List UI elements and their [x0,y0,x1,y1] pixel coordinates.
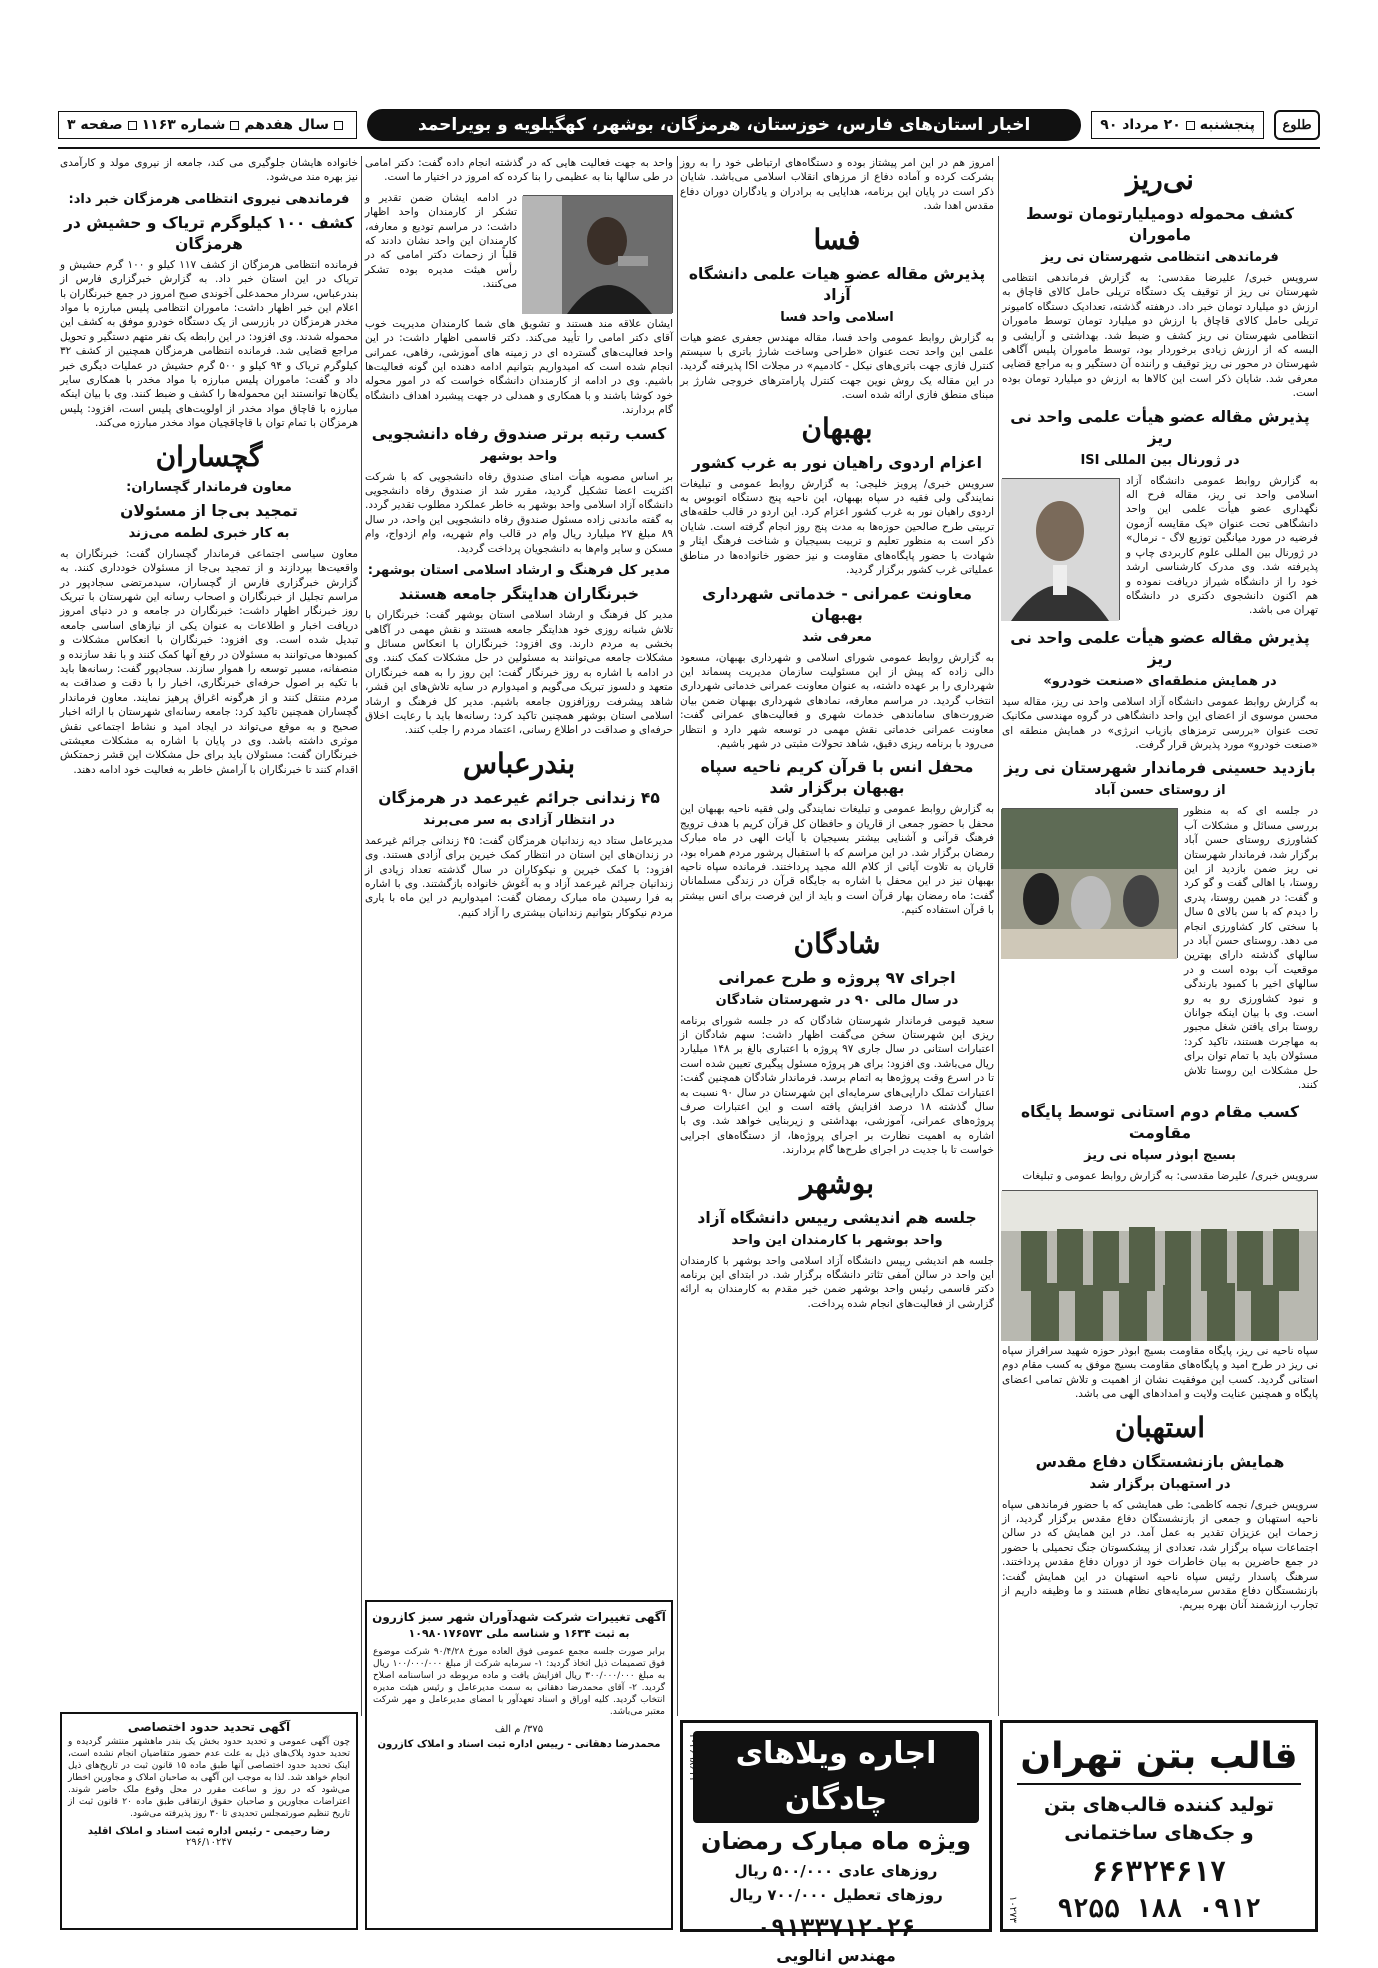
headline: ۴۵ زندانی جرائم غیرعمد در هرمزگان [378,788,660,807]
section-title-bushehr: بوشهر [799,1166,875,1200]
group-photo [1002,1190,1318,1340]
ad-boundary-notice [60,1712,358,1930]
ad-code: ۱۰۲۷۳ [1007,1896,1018,1923]
ad-code: ۲۹۶/۱۰۲۴۷ [185,1837,233,1848]
headline: تمجید بی‌جا از مسئولان [120,501,298,520]
article-body: مدیرعامل ستاد دیه زندانیان هرمزگان گفت: ۴۵ زندانی جرائم غیرعمد در زندان‌های این استان در انتظار کمک خیرین برای آزادی هستند. وی افزود: با کمک خیرین و نیکوکاران در سال گذشته تعداد زیادی از زندانیان جرائم غیرعمد آزاد و به آغوش خانواده بازگشتند. وی با اشاره به فرا رسیدن ماه مبارک رمضان گفت: امیدواریم در این ماه با یاری مردم نیکوکار بتوانیم زندانیان بیشتری را آزاد کنیم. [365,834,673,919]
separator-icon [128,121,137,130]
headline: همایش بازنشستگان دفاع مقدس [1035,1452,1285,1471]
article-lead: سرویس خبری/ علیرضا مقدسی: به گزارش روابط عمومی و تبلیغات [1022,1170,1318,1183]
ad-code: ۳۷۵/ م الف [494,1724,544,1735]
section-title-shadegan: شادگان [793,926,881,960]
headline: کشف ۱۰۰ کیلوگرم تریاک و حشیش در هرمزگان [63,213,355,253]
column-neyriz [1002,156,1318,1716]
article-lead: فرماندهی نیروی انتظامی هرمزگان خبر داد: [68,191,350,207]
headline: معاونت عمرانی - خدماتی شهرداری بهبهان [701,584,973,624]
ad-chadegan-villas [680,1720,992,1965]
headline: جلسه هم اندیشی رییس دانشگاه آزاد [697,1208,977,1227]
article-body: به گزارش روابط عمومی واحد فسا، مقاله مهندس جعفری عضو هیات علمی این واحد تحت عنوان «طراحی وساخت شارژ باتری با سیستم کنترل فازی جهت باتری‌های نیکل - کادمیم» در مجلات ISI پذیرفته گردید. در این مقاله یک روش نوین جهت کنترل پارامترهای خروجی شارژ بر مبنای منطق فازی ارائه شده است. [680,331,994,402]
article-body: خانواده هایشان جلوگیری می کند، جامعه از نیروی مولد و کارآمدی نیز بهره مند می‌شود. [60,157,358,184]
headline: کسب رتبه برتر صندوق رفاه دانشجویی [371,424,667,443]
subheadline: در سال مالی ۹۰ در شهرستان شادگان [715,992,959,1008]
portrait-photo [1002,478,1120,620]
column-divider [677,156,678,1716]
article-body: در جلسه ای که به منظور بررسی مسائل و مشکلات آب کشاورزی روستای حسن آباد برگزار شد، فرماندار شهرستان نی ریز ضمن بازدید از این روستا، با اهالی گفت و گو کرد و گفت: در همین روستا، پدری را دیدم که با سن بالای ۵ سال با سختی کار کشاورزی انجام می دهد. روستای حسن آباد در سالهای گذشته دارای بهترین موقعیت آب بوده است و در سالهای اخیر با کمبود بارندگی و نبود کشاورزی رو به رو است. وی با بیان اینکه جوانان روستا برای یافتن شغل مجبور به مهاجرت هستند، تاکید کرد: مسئولان باید با تمام توان برای حل مشکلات این روستا تلاش کنند. [1184,805,1318,1092]
date-year: ۹۰ [1100,117,1118,133]
column-divider [361,156,362,1716]
article-body: فرمانده انتظامی هرمزگان از کشف ۱۱۷ کیلو و ۱۰۰ گرم حشیش و تریاک در این استان خبر داد. به گزارش خبرگزاری فارس از بندرعباس، سردار محمدعلی آخوندی صبح امروز در جمع خبرنگاران با اعلام این خبر اظهار داشت: ماموران انتظامی پلیس مبارزه با مواد مخدر هرمزگان در بازرسی از یک دستگاه خودرو موفق به کشف این محموله شدند. وی افزود: در این رابطه یک نفر متهم دستگیر و تحویل مراجع قضایی شد. فرمانده انتظامی هرمزگان همچنین از کشف ۳۲ کیلوگرم تریاک و ۹۴ کیلو و ۵۰۰ گرم حشیش در عملیات دیگری خبر داد و گفت: ماموران پلیس مبارزه با مواد مخدر با همکاری سایر یگان‌ها توانستند این محموله‌ها را کشف و ضبط کنند. وی با بیان اینکه مبارزه با قاچاق مواد مخدر از اولویت‌های پلیس است، افزود: پلیس هرمزگان با تمام توان با قاچاقچیان مواد مخدر مبارزه می‌کند. [60,258,359,430]
portrait-image [1001,479,1119,621]
subheadline: فرماندهی انتظامی شهرستان نی ریز [1041,250,1279,265]
headline: اجرای ۹۷ پروژه و طرح عمرانی [718,968,956,987]
ad-title: آگهی تغییرات شرکت شهدآوران شهر سبز کازرون [372,1610,666,1624]
headline: محفل انس با قرآن کریم ناحیه سپاه بهبهان برگزار شد [700,758,974,798]
ad-subtitle: به ثبت ۱۶۳۴ و شناسه ملی ۱۰۹۸۰۱۷۶۵۷۳ [408,1627,630,1640]
ad-tehran-concrete-mold [1000,1720,1318,1932]
section-title-gachsaran: گچساران [155,439,263,473]
speaker-image [522,196,672,314]
subheadline: در استهبان برگزار شد [1089,1476,1231,1492]
ad-body: چون آگهی عمومی و تحدید حدود بخش یک بندر ماهشهر منتشر گردیده و تحدید حدود پلاک‌های ذیل به علت عدم حضور متقاضیان انجام نشده است، اینک تحدید حدود اختصاصی آنها طبق ماده ۱۵ قانون ثبت در تاریخ‌های ذیل انجام خواهد شد. لذا به موجب این آگهی به صاحبان املاک و مجاورین اخطار می‌شود که در روز و ساعت مقرر در محل وقوع ملک حاضر شوند. اعتراضات مجاورین و صاحبان حقوق ارتفاقی طبق ماده ۲۰ قانون ثبت از تاریخ تنظیم صورتمجلس تحدیدی تا ۳۰ روز پذیرفته می‌شود. [68,1737,351,1819]
article-body: ایشان علاقه مند هستند و تشویق های شما کارمندان مدیریت خوب آقای دکتر امامی را تأیید می‌کند. دکتر قاسمی اظهار داشت: در این واحد فعالیت‌های گسترده ای در زمینه های آموزشی، رفاهی، عمرانی انجام شده است که امیدواریم بتوانیم ادامه دهنده این گونه فعالیت‌ها باشیم. وی در ادامه از کارمندان دانشگاه خواست که در امور محوله خود کوشا باشند و با همکاری و همدلی در جهت پیشبرد اهداف دانشگاه گام بردارند. [365,317,673,417]
ad-footer: رضا رحیمی - رئیس اداره ثبت اسناد و املاک اقلید [87,1826,331,1837]
headline: پذیرش مقاله عضو هیأت علمی واحد نی ریز [1010,407,1310,447]
page-header [58,108,1320,142]
column-hormozgan-gachsaran [60,156,358,1704]
article-body: سرویس خبری/ علیرضا مقدسی: به گزارش فرماندهی انتظامی شهرستان نی ریز از توقیف یک دستگاه تریلی حامل کالای قاچاق به ارزش دو میلیارد تومان خبر داد. درهفته گذشته، تعدادیک دستگاه کامیونر تریلی حامل کالای قاچاق با ارزش دو میلیارد تومان توسط ماموران انتظامی شهرستان نی ریز کشف و ضبط شد. بهداشتی و آرایشی و البسه که از ارزش زیادی برخوردار بود، توسط ماموران پلیس آگاهی شهرستان در محور نی ریز توقیف و راننده آن دستگیر و به مراجع قضایی معرفی شد. شایان ذکر است این کالاها به ارزش دو میلیارد تومان بوده است. [1002,272,1318,400]
headline: کسب مقام دوم استانی توسط پایگاه مقاومت [1020,1103,1300,1143]
ad-line: و جک‌های ساختمانی [1064,1822,1254,1844]
article-body: بر اساس مصوبه هیأت امنای صندوق رفاه دانشجویی که با شرکت اکثریت اعضا تشکیل گردید، مقرر شد از صندوق رفاه دانشجویی دانشگاه آزاد اسلامی واحد بوشهر به خاطر عملکرد مطلوب تقدیر گردد. به گفته ماندنی زاده مسئول صندوق رفاه دانشجویی این واحد، در سال ۸۹ مبلغ ۲۷ میلیارد ریال وام در قالب وام شهریه، وام ازدواج، وام مسکن و سایر وام‌ها به دانشجویان پرداخت گردید. [365,470,673,555]
village-visit-photo [1002,808,1178,958]
ad-title: قالب بتن تهران [1017,1731,1301,1785]
header-rule [58,147,1320,149]
ad-subtitle: ویژه ماه مبارک رمضان [700,1827,971,1855]
headline: پذیرش مقاله عضو هیات علمی دانشگاه آزاد [688,264,986,304]
section-title-bandarabbas: بندرعباس [462,746,576,780]
issue-box [58,111,357,139]
article-body: به گزارش روابط عمومی دانشگاه آزاد اسلامی واحد نی ریز، مقاله سید محسن موسوی از اعضای این واحد دانشگاهی در گروه مهندسی مکانیک تحت عنوان «بررسی ترمزهای بازیاب انرژی» در همایش منطقه ای «صنعت خودرو» مورد پذیرش قرار گرفت. [1002,695,1318,751]
date-month: مرداد [1122,117,1159,133]
separator-icon [1186,121,1195,130]
headline: پذیرش مقاله عضو هیأت علمی واحد نی ریز [1010,628,1310,668]
ad-phone: ۶۶۳۲۴۶۱۷ [1091,1855,1227,1888]
subheadline: در انتظار آزادی به سر می‌برند [423,812,615,828]
ad-line: تولید کننده قالب‌های بتن [1043,1794,1275,1816]
group-image [1001,1191,1317,1341]
headline: بازدید حسینی فرماندار شهرستان نی ریز [1004,759,1316,778]
ad-company-change-notice [365,1600,673,1930]
ad-line: روزهای عادی ۵۰۰/۰۰۰ ریال [734,1862,938,1880]
section-title-estahban: استهبان [1114,1410,1206,1444]
ad-contact: مهندس انالویی [776,1946,896,1965]
ad-title: آگهی تحدید حدود اختصاصی [127,1720,291,1734]
subheadline: در همایش منطقه‌ای «صنعت خودرو» [1043,673,1277,689]
article-body: به گزارش روابط عمومی و تبلیغات نمایندگی ولی فقیه ناحیه بهبهان این محفل با حضور جمعی از قاریان و حافظان کل قرآن کریم با هدف ترویج فرهنگ قرآنی و آشنایی بیشتر بسیجیان با آیات الهی در ماه مبارک رمضان برگزار شد. در این مراسم که با استقبال پرشور مردم همراه بود، قاریان به تلاوت آیاتی از کلام الله مجید پرداختند. فرمانده سپاه ناحیه بهبهان نیز در این محفل با اشاره به جایگاه قرآن در زندگی مسلمانان گفت: ماه رمضان بهار قرآن است و باید از این فرصت برای انس بیشتر با قرآن استفاده کنیم. [680,803,994,917]
newspaper-logo: طلوع [1274,110,1320,140]
subheadline: بسیج ابوذر سپاه نی ریز [1084,1148,1236,1164]
year-label: سال هفدهم [244,117,330,133]
section-title-fasa: فسا [813,222,861,256]
ad-title: اجاره ویلاهای چادگان [693,1731,979,1823]
article-lead: مدیر کل فرهنگ و ارشاد اسلامی استان بوشهر: [367,563,671,579]
subheadline: اسلامی واحد فسا [780,309,894,325]
section-title-neyriz: نی‌ریز [1126,163,1194,196]
issue-label: شماره ۱۱۶۳ [141,117,226,133]
article-lead: معاون فرماندار گچساران: [126,479,292,495]
article-body: معاون سیاسی اجتماعی فرماندار گچساران گفت: خبرنگاران به واقعیت‌ها بپردازند و از تمجید بی‌جا از مسئولان خودداری کنند. به گزارش خبرگزاری فارس از گچساران، سیدمرتضی سجادپور در مراسم تجلیل از خبرنگاران و اصحاب رسانه این شهرستان با تبریک روز خبرنگار اظهار داشت: خبرنگاران در جامعه و در دنیای امروز دریافت اخبار و اطلاعات به عنوان یکی از نیازهای اساسی جامعه تبدیل شده است. وی افزود: خبرنگاران با انعکاس مشکلات و کمبودها می‌توانند به مسئولان در رفع آنها کمک کنند و با نقد سازنده و منصفانه، مسیر توسعه را هموار سازند. سجادپور گفت: رسانه‌ها باید با تکیه بر اصول حرفه‌ای خبرنگاری، اخبار را با دقت و صداقت به مردم منتقل کنند و از هرگونه اغراق پرهیز نمایند. معاون فرماندار گچساران همچنین تاکید کرد: جامعه رسانه‌ای شهرستان با ارائه اخبار صحیح و به موقع می‌تواند در ایجاد امید و نشاط اجتماعی نقش موثری داشته باشد. وی در پایان با اشاره به مشکلات معیشتی خبرنگاران گفت: مسئولان باید برای حل مشکلات این قشر زحمتکش اقدام کنند تا خبرنگاران با آرامش خاطر به فعالیت خود ادامه دهند. [60,547,358,776]
subheadline: به کار خبری لطمه می‌زند [128,525,290,541]
subheadline: واحد بوشهر [480,448,558,464]
column-fasa-behbahan [680,156,994,1704]
article-body: جلسه هم اندیشی رییس دانشگاه آزاد اسلامی واحد بوشهر با کارمندان این واحد در سالن آمفی تئاتر دانشگاه برگزار شد. در ابتدای این برنامه دکتر قاسمی رئیس واحد بوشهر ضمن خیر مقدم به کارمندان به ارائه گزارشی از فعالیت‌های انجام شده پرداخت. [680,1254,994,1310]
article-body: واحد به جهت فعالیت هایی که در گذشته انجام داده گفت: دکتر امامی در طی سالها بنا به عظیمی را بنا کرده که امروز در اختیار ما است. [365,157,673,184]
ad-body: برابر صورت جلسه مجمع عمومی فوق العاده مورخ ۹۰/۴/۲۸ شرکت موضوع فوق تصمیمات ذیل اتخاذ گردید: ۱- سرمایه شرکت از مبلغ ۱۰۰/۰۰۰/۰۰۰ ریال به مبلغ ۳۰۰/۰۰۰/۰۰۰ ریال افزایش یافت و ماده مربوطه در اساسنامه اصلاح گردید. ۲- آقای محمدرضا دهقانی به سمت مدیرعامل و رئیس هیئت مدیره انتخاب گردید. کلیه اوراق و اسناد تعهدآور با امضای مدیرعامل و مهر شرکت معتبر می‌باشد. [373,1647,666,1717]
article-body: امروز هم در این امر پیشتاز بوده و دستگاه‌های ارتباطی خود را به روز بشرکت کرده و آماده دفاع از مرزهای انقلاب اسلامی می‌باشد. شایان ذکر است در پایان این برنامه، هدایایی به برادران و یادگاران دوران دفاع مقدس اهدا شد. [680,157,994,213]
headline: خبرنگاران هدایتگر جامعه هستند [398,585,640,604]
article-body: سپاه ناحیه نی ریز، پایگاه مقاومت بسیج ابوذر حوزه شهید سرافراز سپاه نی ریز در طرح امید و پایگاه‌های مقاومت بسیج موفق به کسب مقام دوم استانی گردید. کسب این موفقیت نشان از اهمیت و تلاش تمامی اعضای پایگاه و همچنین عنایت ولایت و امدادهای الهی می باشد. [1002,1344,1318,1401]
column-bushehr-bandarabbas [365,156,673,1588]
article-body: سرویس خبری/ پرویز خلیجی: به گزارش روابط عمومی و تبلیغات نمایندگی ولی فقیه در سپاه بهبهان، این ناحیه پنج دستگاه اتوبوس به اردوی راهیان نور به غرب کشور اعزام کرد. این اردو در قالب حلقه‌های تربیتی طرح صالحین حوزه‌ها به مدت پنج روز انجام گرفته است. شایان ذکر است به منظور تعلیم و تربیت بسیجیان و شناخت فرهنگ ایثار و شهادت با حضور پایگاه‌های مقاومت و نیز حضور خانواده‌ها در مناطق عملیاتی غرب کشور برگزار گردید. [680,477,994,577]
region-banner: اخبار استان‌های فارس، خوزستان، هرمزگان، بوشهر، کهگیلویه و بویراحمد [367,109,1081,141]
separator-icon [230,121,239,130]
article-body: سعید قیومی فرماندار شهرستان شادگان که در جلسه شورای برنامه ریزی این شهرستان سخن می‌گفت اظهار داشت: سهم شادگان از اعتبارات استانی در سال جاری ۹۷ پروژه با اعتباری بالغ بر ۱۴۸ میلیارد ریال می‌باشد. وی افزود: برای هر پروژه مسئول پیگیری تعیین شده است تا در اسرع وقت پروژه‌ها به اتمام برسد. فرماندار شادگان همچنین گفت: اعتبارات تملک دارایی‌های سرمایه‌ای این شهرستان در سال ۹۰ نسبت به سال گذشته ۱۸ درصد افزایش یافته است و این اعتبارات صرف پروژه‌های عمرانی، آموزشی، بهداشتی و زیربنایی خواهد شد. وی با اشاره به اهمیت نظارت بر اجرای پروژه‌ها، از دستگاه‌های اجرایی خواست تا با جدیت در اجرای طرح‌ها گام بردارند. [680,1014,995,1157]
date-day: ۲۰ [1163,117,1181,133]
article-body: مدیر کل فرهنگ و ارشاد اسلامی استان بوشهر گفت: خبرنگاران با تلاش شبانه روزی خود هدایتگر جامعه هستند و نقش مهمی در آگاهی بخشی به مردم دارند. وی افزود: خبرنگاران با انعکاس مسائل و مشکلات جامعه می‌توانند به مسئولین در حل مشکلات کمک کنند. وی در ادامه با اشاره به روز خبرنگار گفت: این روز را به همه خبرنگاران متعهد و دلسوز تبریک می‌گویم و امیدوارم در سایه تلاش‌های این قشر، شاهد پیشرفت روزافزون جامعه باشیم. مدیر کل فرهنگ و ارشاد اسلامی استان بوشهر همچنین تاکید کرد: رسانه‌ها باید با رعایت اخلاق حرفه‌ای و صداقت در اطلاع رسانی، اعتماد مردم را جلب کنند. [365,609,673,737]
ad-phone: ۰۹۱۲ ۱۸۸ ۹۲۵۵ [1057,1894,1261,1924]
article-body: به گزارش روابط عمومی شورای اسلامی و شهرداری بهبهان، مسعود دالی زاده که پیش از این مسئولیت سازمان مدیریت پسماند این شهرداری را بر عهده داشته، به عنوان معاونت عمرانی خدماتی شهرداری انتخاب گردید. در مراسم معارفه، نمادهای شهرداری بهبهان ضمن بیان ضرورت‌های ساماندهی خدمات شهری و فعالیت‌های عمرانی گفت: معاونت عمرانی خدماتی نقش مهمی در توسعه شهر دارد و انتظار می‌رود با برنامه ریزی دقیق، شاهد تحولات مثبتی در شهر باشیم. [680,651,994,750]
subheadline: از روستای حسن آباد [1094,783,1226,799]
subheadline: در ژورنال بین المللی ISI [1080,452,1240,468]
column-divider [998,156,999,1716]
ad-code: ۱۰۲۶۹۸۶۱۱ [687,1733,698,1782]
ad-footer: محمدرضا دهقانی - رییس اداره ثبت اسناد و املاک کازرون [377,1739,661,1750]
headline: کشف محموله دومیلیارتومان توسط ماموران [1025,205,1294,244]
weekday: پنجشنبه [1199,117,1255,133]
section-title-behbahan: بهبهان [801,411,873,445]
article-body: در ادامه ایشان ضمن تقدیر و تشکر از کارمندان واحد اظهار داشت: در مراسم تودیع و معارفه، کارمندان این واحد نشان دادند که قلباً از زحمات دکتر امامی که در رأس هیئت مدیره بوده تشکر می‌کنند. [365,191,517,291]
subheadline: معرفی شد [802,629,872,645]
village-visit-image [1001,809,1177,959]
subheadline: واحد بوشهر با کارمندان این واحد [731,1232,943,1248]
article-body: به گزارش روابط عمومی دانشگاه آزاد اسلامی واحد نی ریز، مقاله فرح اله نگهداری عضو هیأت علمی این واحد دانشگاهی تحت عنوان «یک مقایسه آزمون فرضیه در مورد میانگین توزیع لاگ - نرمال» در ژورنال بین المللی علوم کاربردی چاپ و پذیرفته شد. وی مدرک کارشناسی ارشد خود را از دانشگاه شیراز دریافت نموده و هم اکنون دانشجوی دکتری در دانشگاه تهران می باشد. [1126,474,1318,617]
headline: اعزام اردوی راهیان نور به غرب کشور [692,453,982,472]
speaker-photo [523,195,673,313]
separator-icon [334,121,343,130]
date-box [1091,111,1264,139]
ad-phone: ۰۹۱۳۳۷۱۲۰۲۶ [756,1914,916,1942]
article-body: سرویس خبری/ نجمه کاظمی: طی همایشی که با حضور فرماندهی سپاه ناحیه استهبان و جمعی از بازنشستگان دفاع مقدس برگزار گردید، از زحمات این عزیزان تقدیر به عمل آمد. در این همایش که در سالن اجتماعات سپاه برگزار شد، تعدادی از پیشکسوتان جنگ تحمیلی با حضور در جمع حاضرین به بیان خاطرات خود از دوران دفاع مقدس پرداختند. سرهنگ پاسدار رئیس سپاه ناحیه استهبان در این همایش گفت: بازنشستگان دفاع مقدس سرمایه‌های نظام هستند و ما وظیفه داریم از تجارب ارزشمند آنان بهره ببریم. [1002,1498,1318,1612]
ad-line: روزهای تعطیل ۷۰۰/۰۰۰ ریال [729,1886,943,1904]
page-label: صفحه ۳ [67,117,123,133]
